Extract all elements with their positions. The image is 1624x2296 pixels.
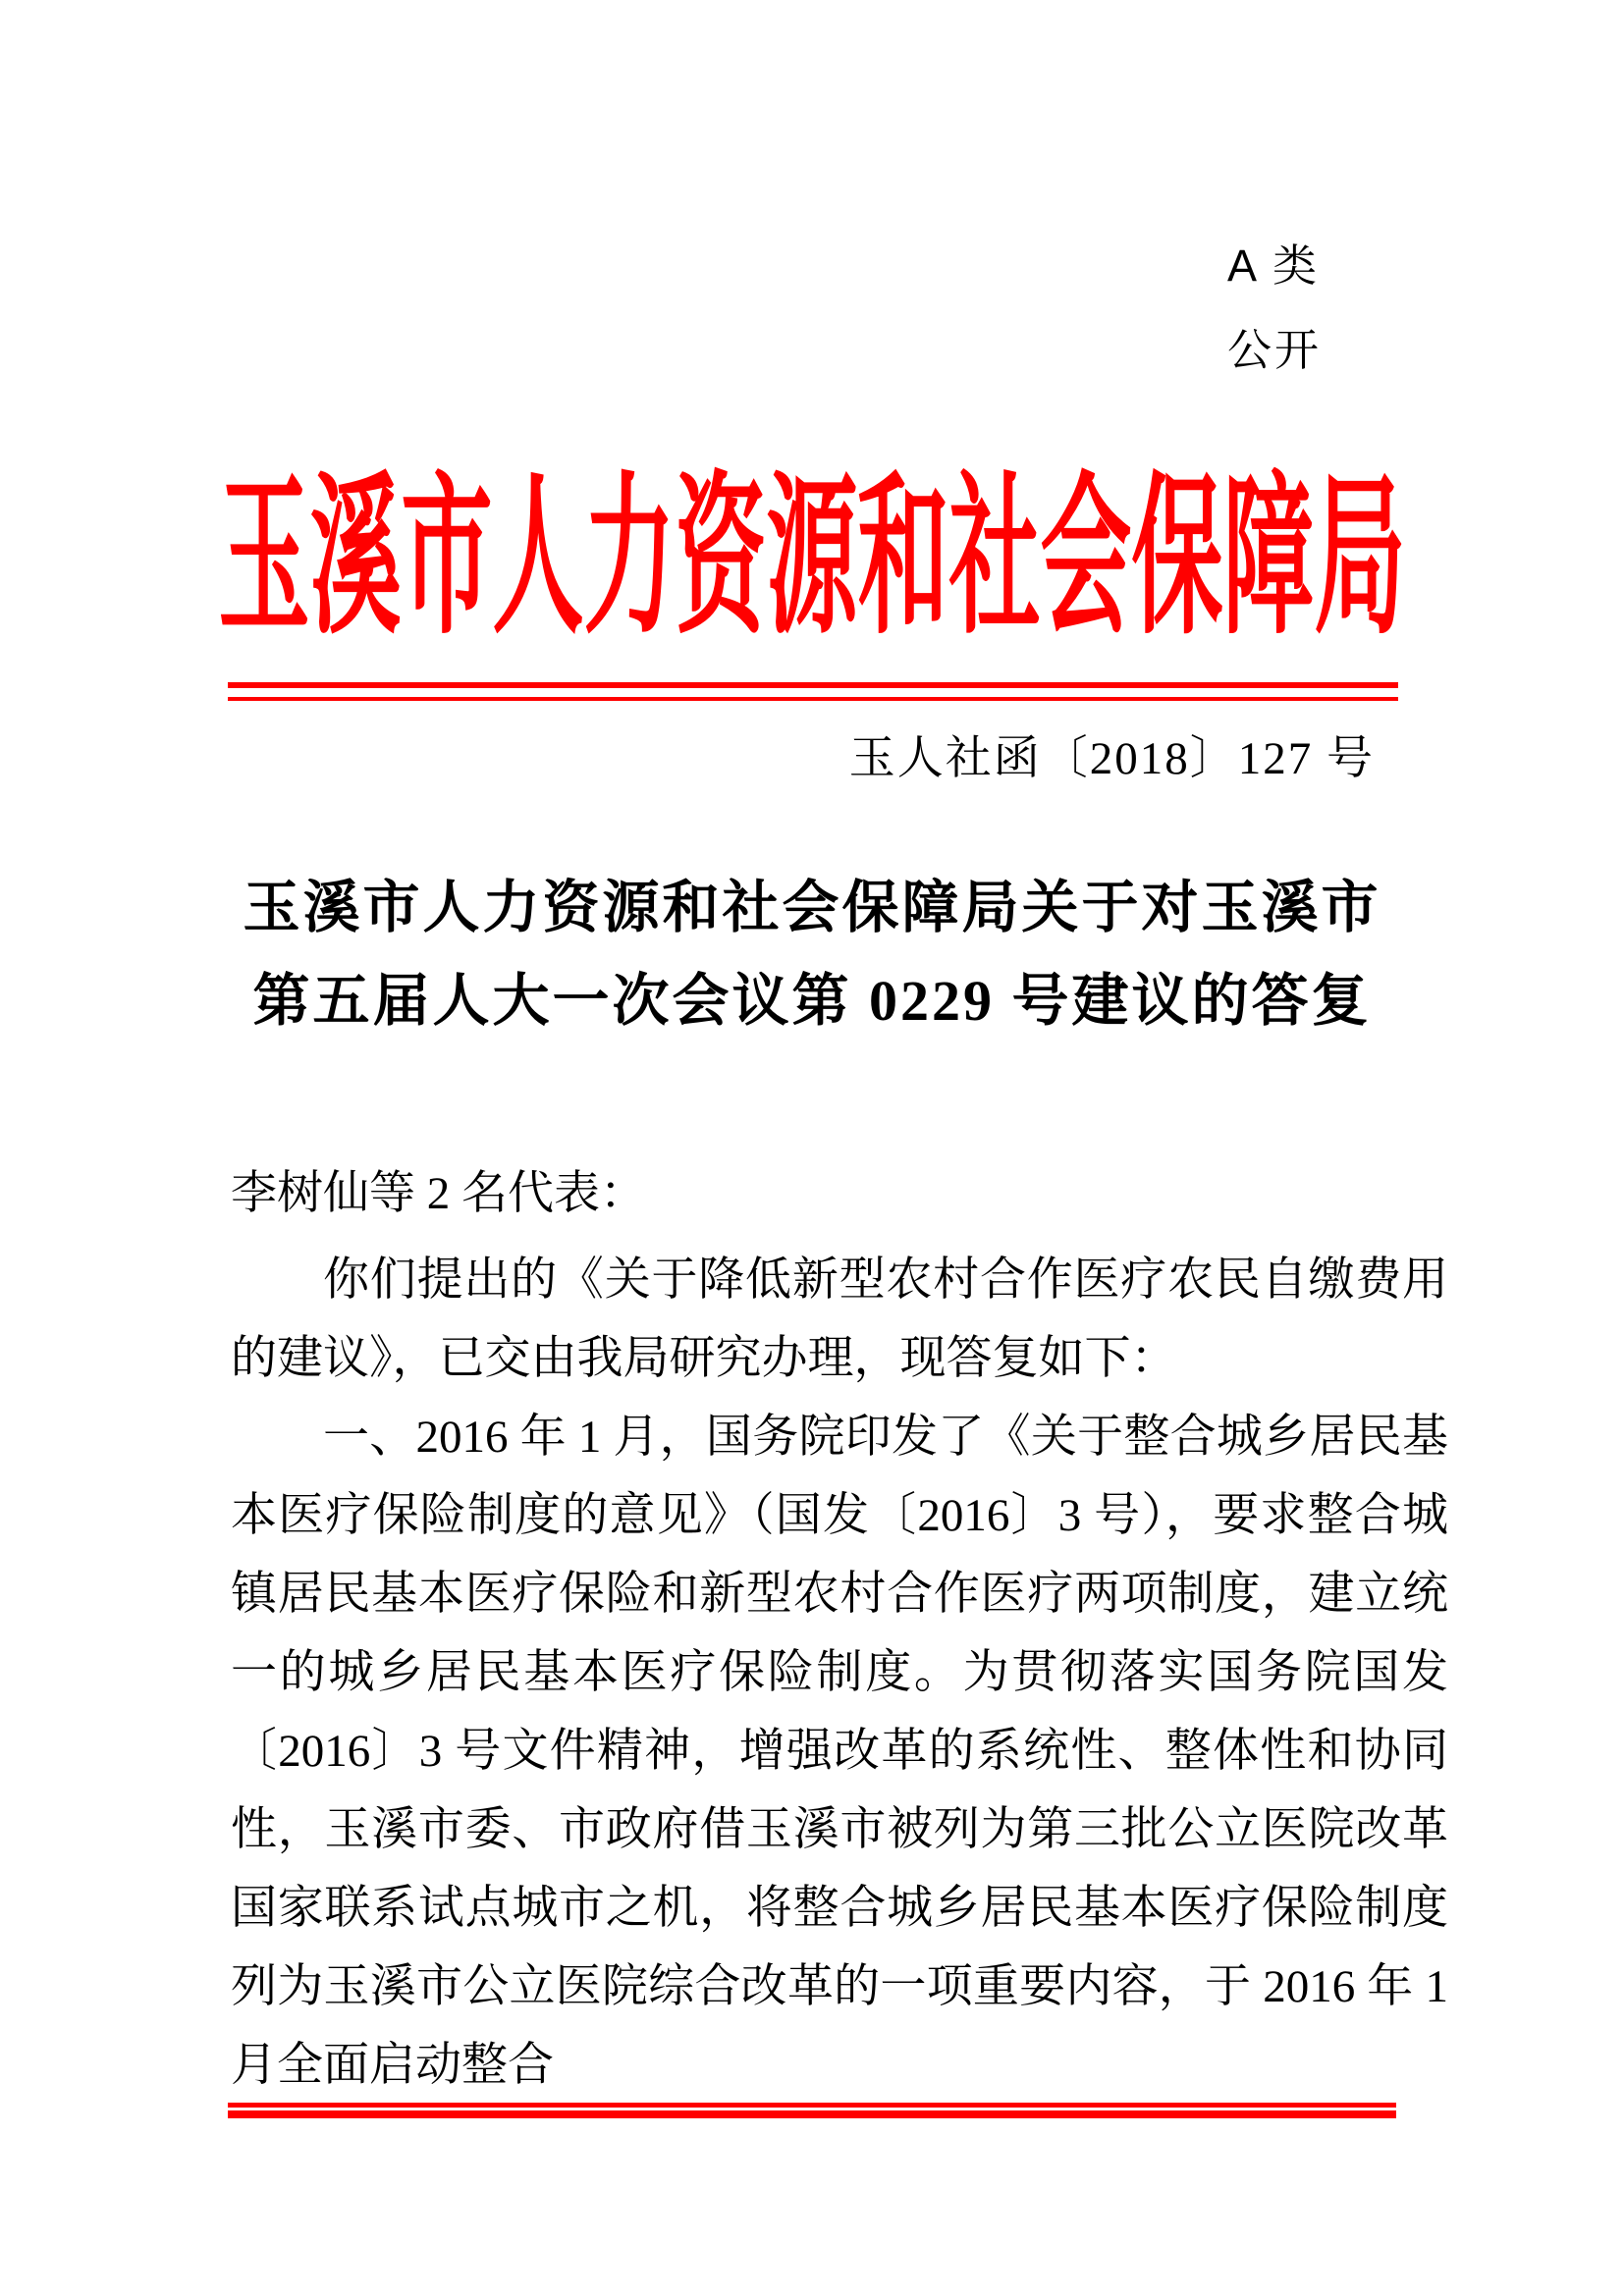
document-title-line2: 第五届人大一次会议第 0229 号建议的答复 <box>252 969 1372 1033</box>
classification-label: A 类 <box>1227 240 1321 291</box>
body-paragraph-1: 你们提出的《关于降低新型农村合作医疗农民自缴费用的建议》，已交由我局研究办理，现答复如下： <box>231 1255 1448 1384</box>
document-title <box>0 861 1624 1047</box>
document-title-line1: 玉溪市人力资源和社会保障局关于对玉溪市 <box>243 876 1381 939</box>
footer-divider-lower-line <box>228 2110 1396 2118</box>
masthead-divider <box>228 682 1398 701</box>
footer-divider <box>228 2103 1396 2118</box>
body-paragraph-2: 一、2016 年 1 月，国务院印发了《关于整合城乡居民基本医疗保险制度的意见》（国发〔2016〕3 号），要求整合城镇居民基本医疗保险和新型农村合作医疗两项制度，建立统一的城乡居民基本医疗保险制度。为贯彻落实国务院国发〔2016〕3 号文件精神，增强改革的系统性、整体性和协同性，玉溪市委、市政府借玉溪市被列为第三批公立医院改革国家联系试点城市之机，将整合城乡居民基本医疗保险制度列为玉溪市公立医院综合改革的一项重要内容，于 2016 年 1 月全面启动整合 <box>231 1412 1448 2091</box>
agency-masthead: 玉溪市人力资源和社会保障局 <box>218 463 1406 657</box>
document-number: 玉人社函〔2018〕127 号 <box>848 733 1375 784</box>
salutation: 李树仙等 2 名代表： <box>231 1168 646 1219</box>
classification-block <box>1227 224 1322 393</box>
masthead-divider-lower-line <box>228 697 1398 701</box>
disclosure-label: 公开 <box>1227 325 1323 375</box>
